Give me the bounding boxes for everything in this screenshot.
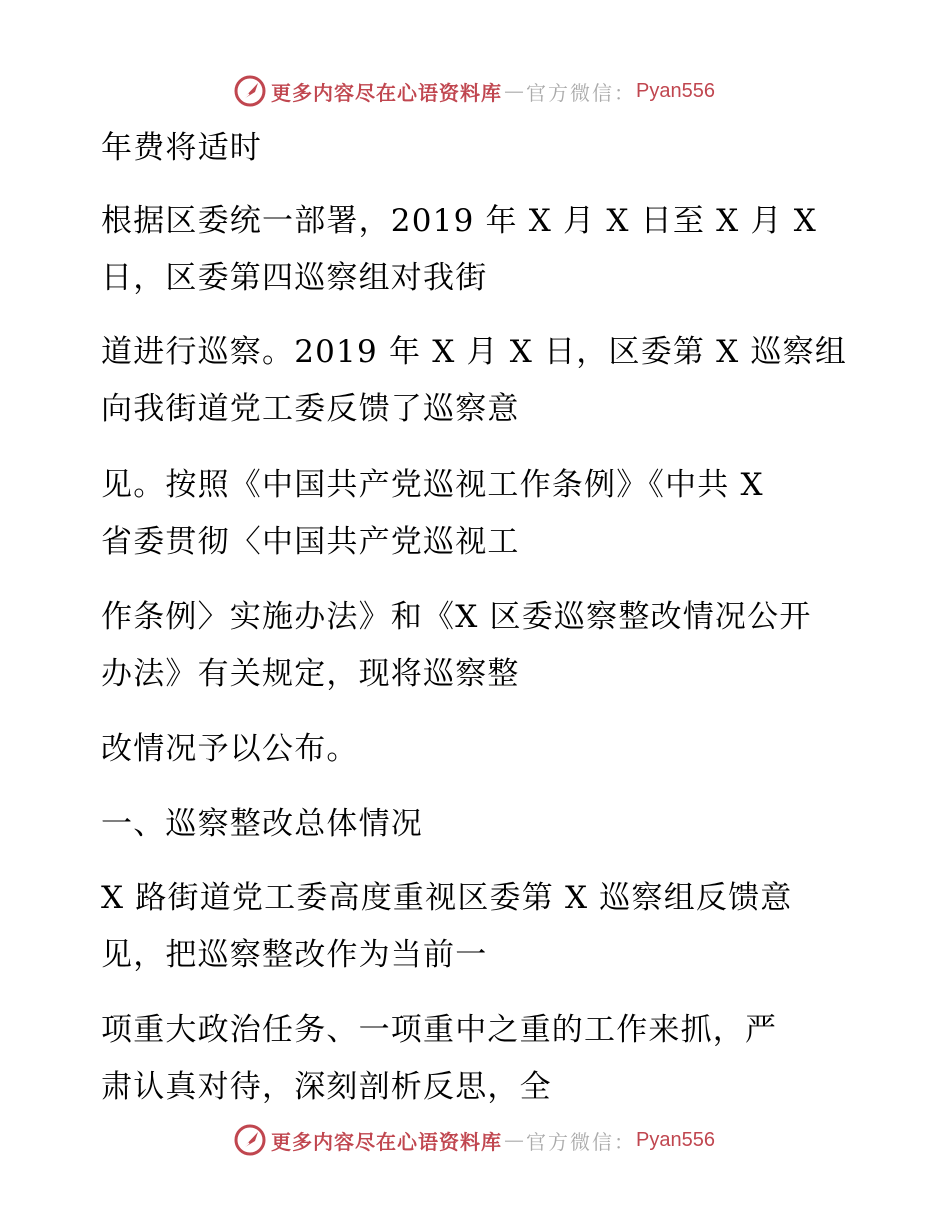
- footer-watermark: [233, 1121, 715, 1159]
- section-heading: 一、巡察整改总体情况: [101, 806, 423, 842]
- watermark-dash: —: [504, 1128, 524, 1152]
- body-line: 肃认真对待，深刻剖析反思，全: [101, 1069, 552, 1105]
- watermark-site-text: 更多内容尽在心语资料库: [271, 80, 502, 105]
- body-line: 见，把巡察整改作为当前一: [101, 937, 488, 973]
- body-line: 根据区委统一部署，2019 年 X 月 X 日至 X 月 X: [101, 203, 818, 239]
- watermark-site-text: 更多内容尽在心语资料库: [271, 1129, 502, 1154]
- quill-logo-icon: [233, 1123, 267, 1157]
- body-line: 道进行巡察。2019 年 X 月 X 日，区委第 X 巡察组: [101, 334, 848, 370]
- body-line: 年费将适时: [101, 130, 262, 166]
- body-line: 日，区委第四巡察组对我街: [101, 260, 488, 296]
- watermark-contact-label: 官方微信：: [526, 80, 636, 105]
- body-line: 见。按照《中国共产党巡视工作条例》《中共 X: [101, 467, 764, 503]
- body-line: 向我街道党工委反馈了巡察意: [101, 391, 520, 427]
- header-watermark: [233, 72, 715, 110]
- body-line: 作条例〉实施办法》和《X 区委巡察整改情况公开: [101, 599, 812, 635]
- body-line: 办法》有关规定，现将巡察整: [101, 656, 520, 692]
- watermark-wechat-id: Pyan556: [636, 1128, 715, 1151]
- body-line: X 路街道党工委高度重视区委第 X 巡察组反馈意: [101, 880, 793, 916]
- body-line: 改情况予以公布。: [101, 731, 359, 767]
- quill-logo-icon: [233, 74, 267, 108]
- body-line: 省委贯彻〈中国共产党巡视工: [101, 524, 520, 560]
- watermark-dash: —: [504, 79, 524, 103]
- watermark-wechat-id: Pyan556: [636, 79, 715, 102]
- watermark-contact-label: 官方微信：: [526, 1129, 636, 1154]
- body-line: 项重大政治任务、一项重中之重的工作来抓，严: [101, 1012, 778, 1048]
